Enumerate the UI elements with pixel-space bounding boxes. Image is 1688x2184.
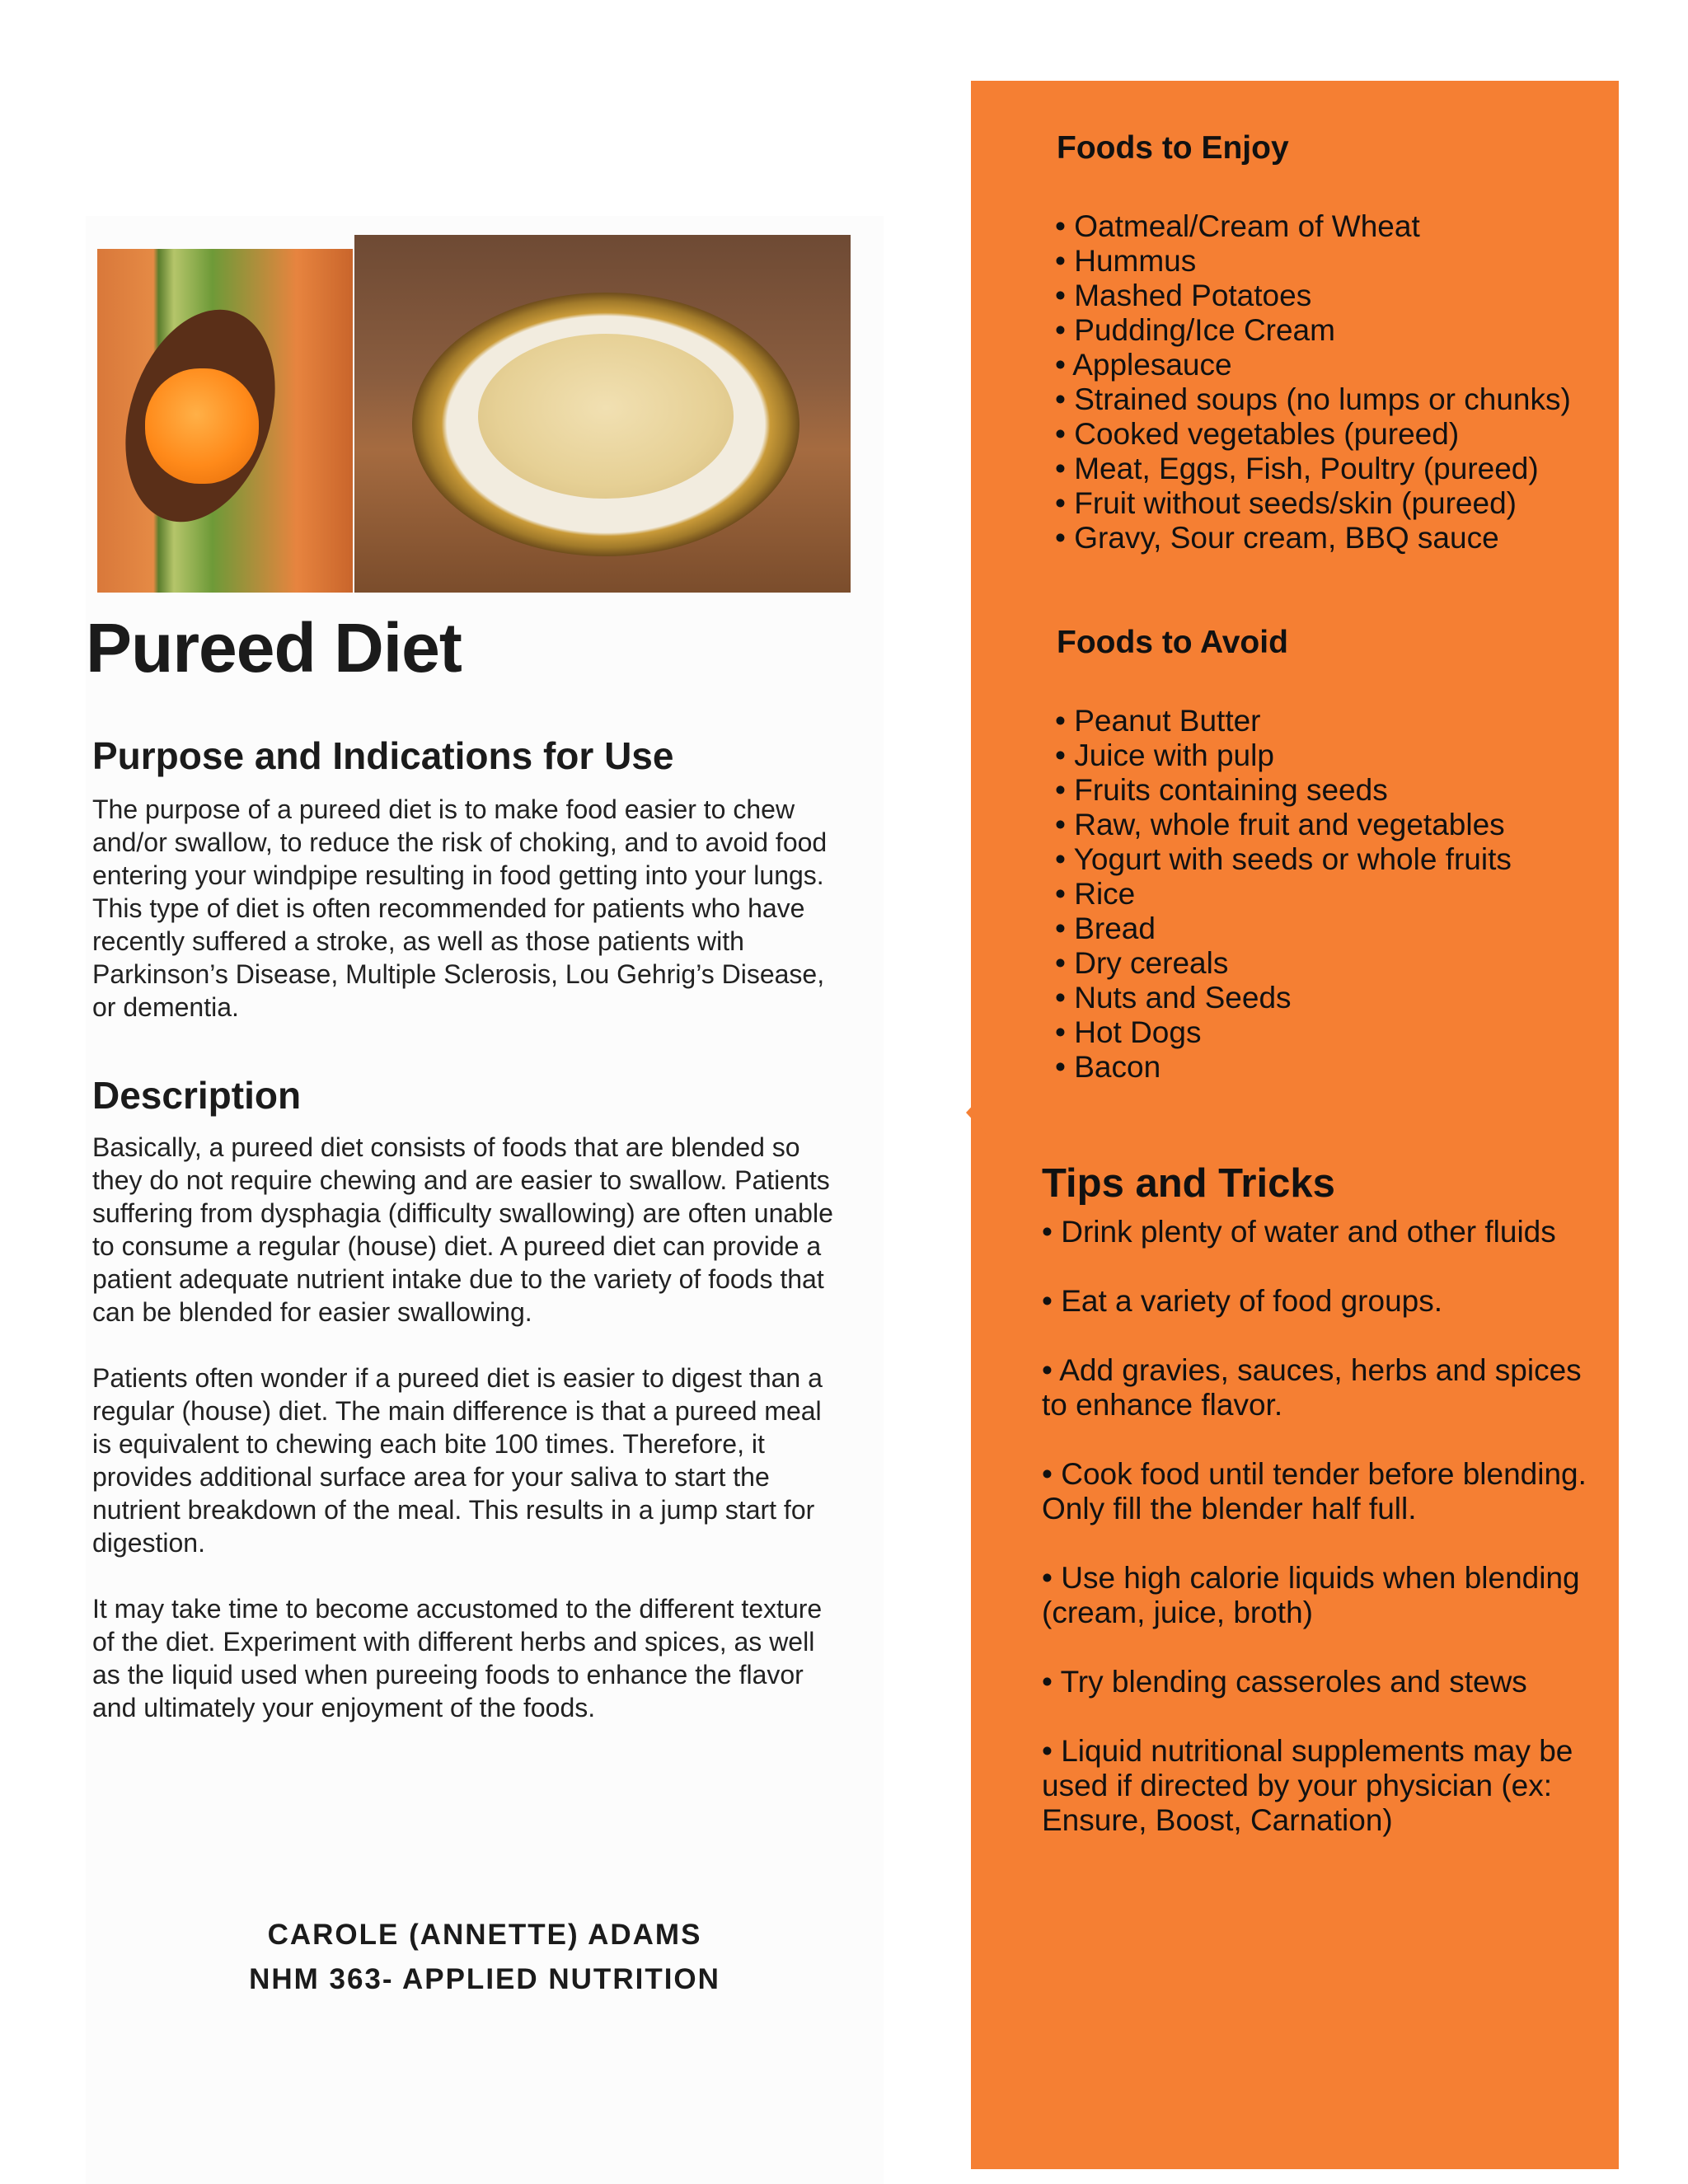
list-item: • Cooked vegetables (pureed): [1055, 417, 1571, 452]
carrot-puree-spoon-image: [97, 249, 353, 593]
list-item: • Applesauce: [1055, 348, 1571, 382]
list-item: • Rice: [1055, 877, 1512, 912]
header-photo: [97, 235, 851, 593]
list-item: • Fruits containing seeds: [1055, 773, 1512, 808]
list-item: • Oatmeal/Cream of Wheat: [1055, 209, 1571, 244]
list-item: • Yogurt with seeds or whole fruits: [1055, 842, 1512, 877]
foods-to-enjoy-list: [1055, 209, 1571, 555]
description-heading: Description: [92, 1074, 302, 1117]
puree-shape: [478, 334, 734, 499]
bowl-puree-image: [354, 235, 851, 593]
list-item: • Hummus: [1055, 244, 1571, 279]
purpose-heading: Purpose and Indications for Use: [92, 734, 674, 777]
list-item: • Peanut Butter: [1055, 704, 1512, 738]
description-paragraph-1: Basically, a pureed diet consists of foods that are blended so they do not require chewing and are easier to swallow. Patients suffering from dysphagia (difficulty swallowing) are often unable to consume a regular (house) diet. A pureed diet can provide a patient adequate nutrient intake due to the variety of foods that can be blended for easier swallowing.: [92, 1132, 833, 1327]
list-item: • Pudding/Ice Cream: [1055, 313, 1571, 348]
tips-heading: Tips and Tricks: [1042, 1161, 1335, 1206]
tip-item: • Try blending casseroles and stews: [1042, 1665, 1527, 1699]
list-item: • Meat, Eggs, Fish, Poultry (pureed): [1055, 452, 1571, 486]
list-item: • Dry cereals: [1055, 946, 1512, 981]
foods-to-enjoy-heading: Foods to Enjoy: [1057, 130, 1289, 166]
purpose-text: The purpose of a pureed diet is to make food easier to chew and/or swallow, to reduce the risk of choking, and to avoid food entering your windpipe resulting in food getting into your lungs. This type of diet is often recommended for patients who have recently suffered a stroke, as well as those patients with Parkinson’s Disease, Multiple Sclerosis, Lou Gehrig’s Disease, or dementia.: [92, 794, 828, 1022]
list-item: • Gravy, Sour cream, BBQ sauce: [1055, 521, 1571, 555]
carrot-puree-shape: [145, 368, 259, 484]
foods-to-avoid-heading: Foods to Avoid: [1057, 625, 1288, 660]
list-item: • Bacon: [1055, 1050, 1512, 1085]
author-name: CAROLE (ANNETTE) ADAMS: [267, 1919, 702, 1951]
tip-item: • Cook food until tender before blending. Only fill the blender half full.: [1042, 1457, 1587, 1526]
description-paragraph-3: It may take time to become accustomed to the different texture of the diet. Experiment with different herbs and spices, as well as the liquid used when pureeing foods to enhance the flavor and ultimately your enjoyment of the foods.: [92, 1594, 823, 1722]
tip-item: • Add gravies, sauces, herbs and spices to enhance flavor.: [1042, 1353, 1582, 1422]
course-name: NHM 363- APPLIED NUTRITION: [249, 1963, 720, 1995]
list-item: • Juice with pulp: [1055, 738, 1512, 773]
list-item: • Nuts and Seeds: [1055, 981, 1512, 1015]
list-item: • Fruit without seeds/skin (pureed): [1055, 486, 1571, 521]
foods-to-avoid-list: [1055, 704, 1512, 1085]
description-paragraph-2: Patients often wonder if a pureed diet is easier to digest than a regular (house) diet. The main difference is that a pureed meal is equivalent to chewing each bite 100 times. Therefore, it provides additional surface area for your saliva to start the nutrient breakdown of the meal. This results in a jump start for digestion.: [92, 1363, 823, 1558]
list-item: • Raw, whole fruit and vegetables: [1055, 808, 1512, 842]
list-item: • Bread: [1055, 912, 1512, 946]
tip-item: • Drink plenty of water and other fluids: [1042, 1215, 1556, 1249]
tip-item: • Liquid nutritional supplements may be used if directed by your physician (ex: Ensure, Boost, Carnation): [1042, 1734, 1573, 1837]
tip-item: • Use high calorie liquids when blending (cream, juice, broth): [1042, 1561, 1580, 1629]
tip-item: • Eat a variety of food groups.: [1042, 1284, 1443, 1318]
list-item: • Strained soups (no lumps or chunks): [1055, 382, 1571, 417]
list-item: • Hot Dogs: [1055, 1015, 1512, 1050]
page-title: Pureed Diet: [86, 609, 462, 687]
list-item: • Mashed Potatoes: [1055, 279, 1571, 313]
